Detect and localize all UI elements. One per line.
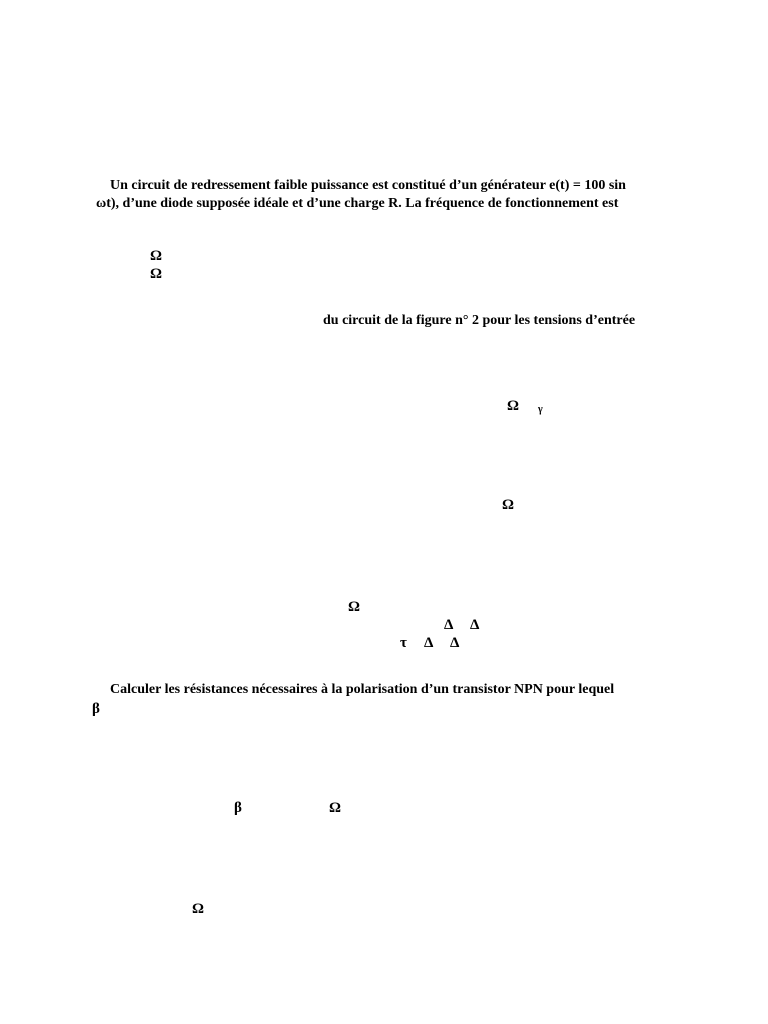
delta-symbol: Δ xyxy=(470,617,480,633)
omega-symbol: Ω xyxy=(348,599,361,615)
paragraph2-line1: du circuit de la figure n° 2 pour les tensions d’entrée xyxy=(323,313,636,328)
paragraph1-line1: Un circuit de redressement faible puissance est constitué d’un générateur e(t) = 100 sin xyxy=(110,178,626,193)
delta-symbol: Δ xyxy=(424,635,434,651)
delta-symbol: Δ xyxy=(444,617,454,633)
omega-symbol: Ω xyxy=(502,497,515,513)
gamma-symbol: γ xyxy=(538,404,543,415)
omega-symbol: Ω xyxy=(329,800,342,816)
omega-symbol: Ω xyxy=(192,901,205,917)
delta-symbol: Δ xyxy=(450,635,460,651)
omega-symbol: Ω xyxy=(150,248,163,264)
tau-symbol: τ xyxy=(400,635,407,651)
paragraph1-line2: ωt), d’une diode supposée idéale et d’une charge R. La fréquence de fonctionnement est xyxy=(96,196,619,211)
beta-symbol: β xyxy=(92,701,100,717)
beta-symbol: β xyxy=(234,800,242,816)
omega-symbol: Ω xyxy=(507,398,520,414)
omega-symbol: Ω xyxy=(150,266,163,282)
paragraph3-line1: Calculer les résistances nécessaires à la polarisation d’un transistor NPN pour lequel xyxy=(110,682,615,697)
